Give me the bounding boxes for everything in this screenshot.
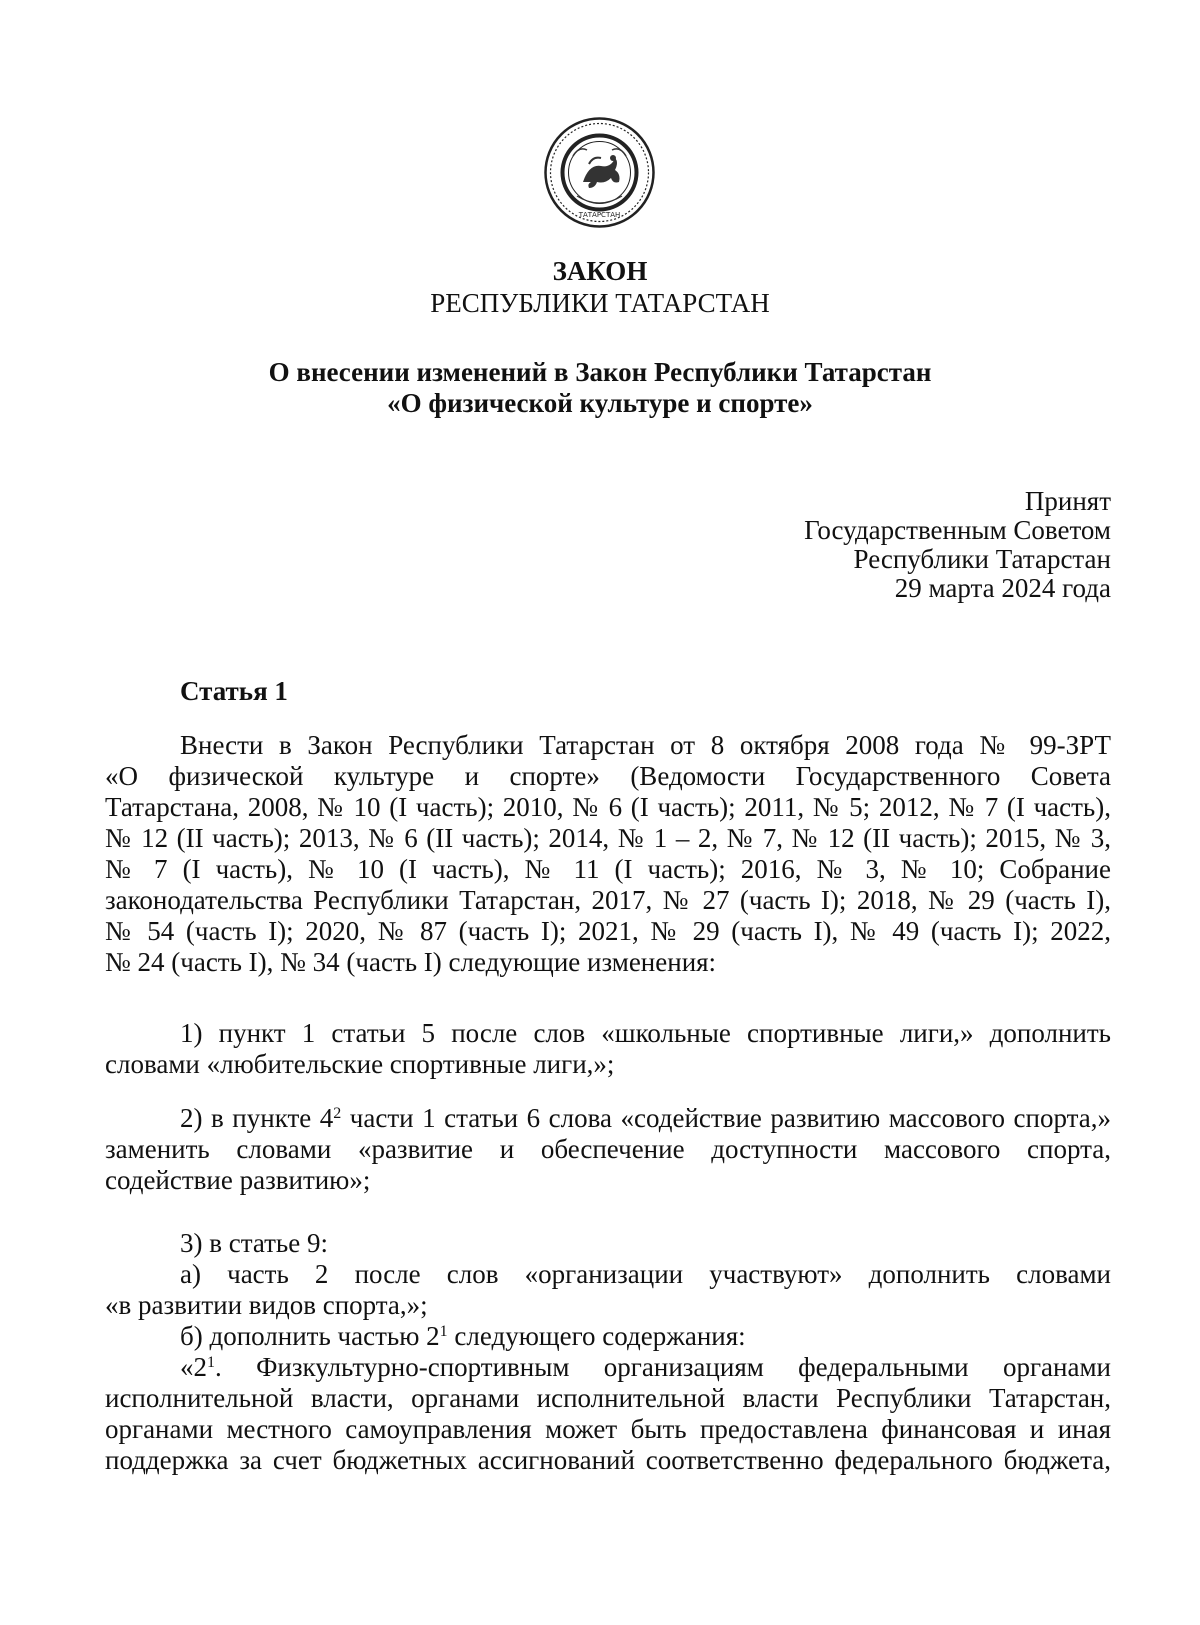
text-line: Татарстана, 2008, № 10 (I часть); 2010, № 6 (I часть); 2011, № 5; 2012, № 7 (I часть), — [105, 792, 1111, 822]
article-intro — [105, 730, 1111, 978]
text-line: заменить словами «развитие и обеспечение доступности массового спорта, — [105, 1134, 1111, 1164]
heading-line: «О физической культуре и спорте» — [387, 388, 813, 418]
emblem-text: ТАТАРСТАН — [578, 211, 621, 219]
superscript: 2 — [333, 1105, 342, 1123]
text-line: словами «любительские спортивные лиги,»; — [105, 1049, 615, 1079]
adoption-line: Государственным Советом — [804, 515, 1111, 545]
text-line: № 24 (часть I), № 34 (часть I) следующие изменения: — [105, 947, 717, 977]
text-line: «в развитии видов спорта,»; — [105, 1290, 428, 1320]
text-line: Внести в Закон Республики Татарстан от 8 октября 2008 года № 99-ЗРТ — [180, 730, 1111, 760]
text-line: поддержка за счет бюджетных ассигнований соответственно федерального бюджета, — [105, 1445, 1111, 1475]
text-line: б) дополнить частью $2^1$ следующего содержания: — [180, 1321, 746, 1351]
text-line: 2) в пункте $4^2$ части 1 статьи 6 слова «содействие развитию массового спорта,» — [180, 1103, 1111, 1133]
text-line: № 7 (I часть), № 10 (I часть), № 11 (I часть); 2016, № 3, № 10; Собрание — [105, 854, 1111, 884]
adoption-line: Принят — [1024, 486, 1111, 516]
superscript: 1 — [207, 1354, 215, 1372]
text-line: № 12 (II часть); 2013, № 6 (II часть); 2014, № 1 – 2, № 7, № 12 (II часть); 2015, № 3, — [105, 823, 1111, 853]
text-line: «$2^1$. Физкультурно-спортивным организациям федеральными органами — [180, 1352, 1111, 1382]
law-label: ЗАКОН — [552, 256, 648, 286]
text-line: 3) в статье 9: — [180, 1228, 328, 1258]
heading-line: О внесении изменений в Закон Республики Татарстан — [268, 357, 932, 387]
adoption-block — [804, 487, 1111, 603]
text-line: а) часть 2 после слов «организации участвуют» дополнить словами — [180, 1259, 1111, 1289]
text-line: № 54 (часть I); 2020, № 87 (часть I); 2021, № 29 (часть I), № 49 (часть I); 2022, — [105, 916, 1111, 946]
law-heading — [0, 357, 1200, 419]
text-line: исполнительной власти, органами исполнительной власти Республики Татарстан, — [105, 1383, 1111, 1413]
text-line: органами местного самоуправления может быть предоставлена финансовая и иная — [105, 1414, 1111, 1444]
amendment-item-1 — [105, 1018, 1111, 1080]
text-line: законодательства Республики Татарстан, 2017, № 27 (часть I); 2018, № 29 (часть I), — [105, 885, 1111, 915]
republic-label: РЕСПУБЛИКИ ТАТАРСТАН — [430, 288, 770, 318]
article-title: Статья 1 — [180, 676, 288, 706]
text-line: содействие развитию»; — [105, 1165, 371, 1195]
adoption-line: Республики Татарстан — [853, 544, 1111, 574]
tatarstan-coat-of-arms-icon — [543, 116, 656, 229]
amendment-item-3 — [105, 1228, 1111, 1476]
adoption-date: 29 марта 2024 года — [894, 573, 1111, 603]
superscript: 1 — [439, 1323, 448, 1341]
amendment-item-2 — [105, 1103, 1111, 1196]
text-line: 1) пункт 1 статьи 5 после слов «школьные спортивные лиги,» дополнить — [180, 1018, 1111, 1048]
text-line: «О физической культуре и спорте» (Ведомости Государственного Совета — [105, 761, 1111, 791]
